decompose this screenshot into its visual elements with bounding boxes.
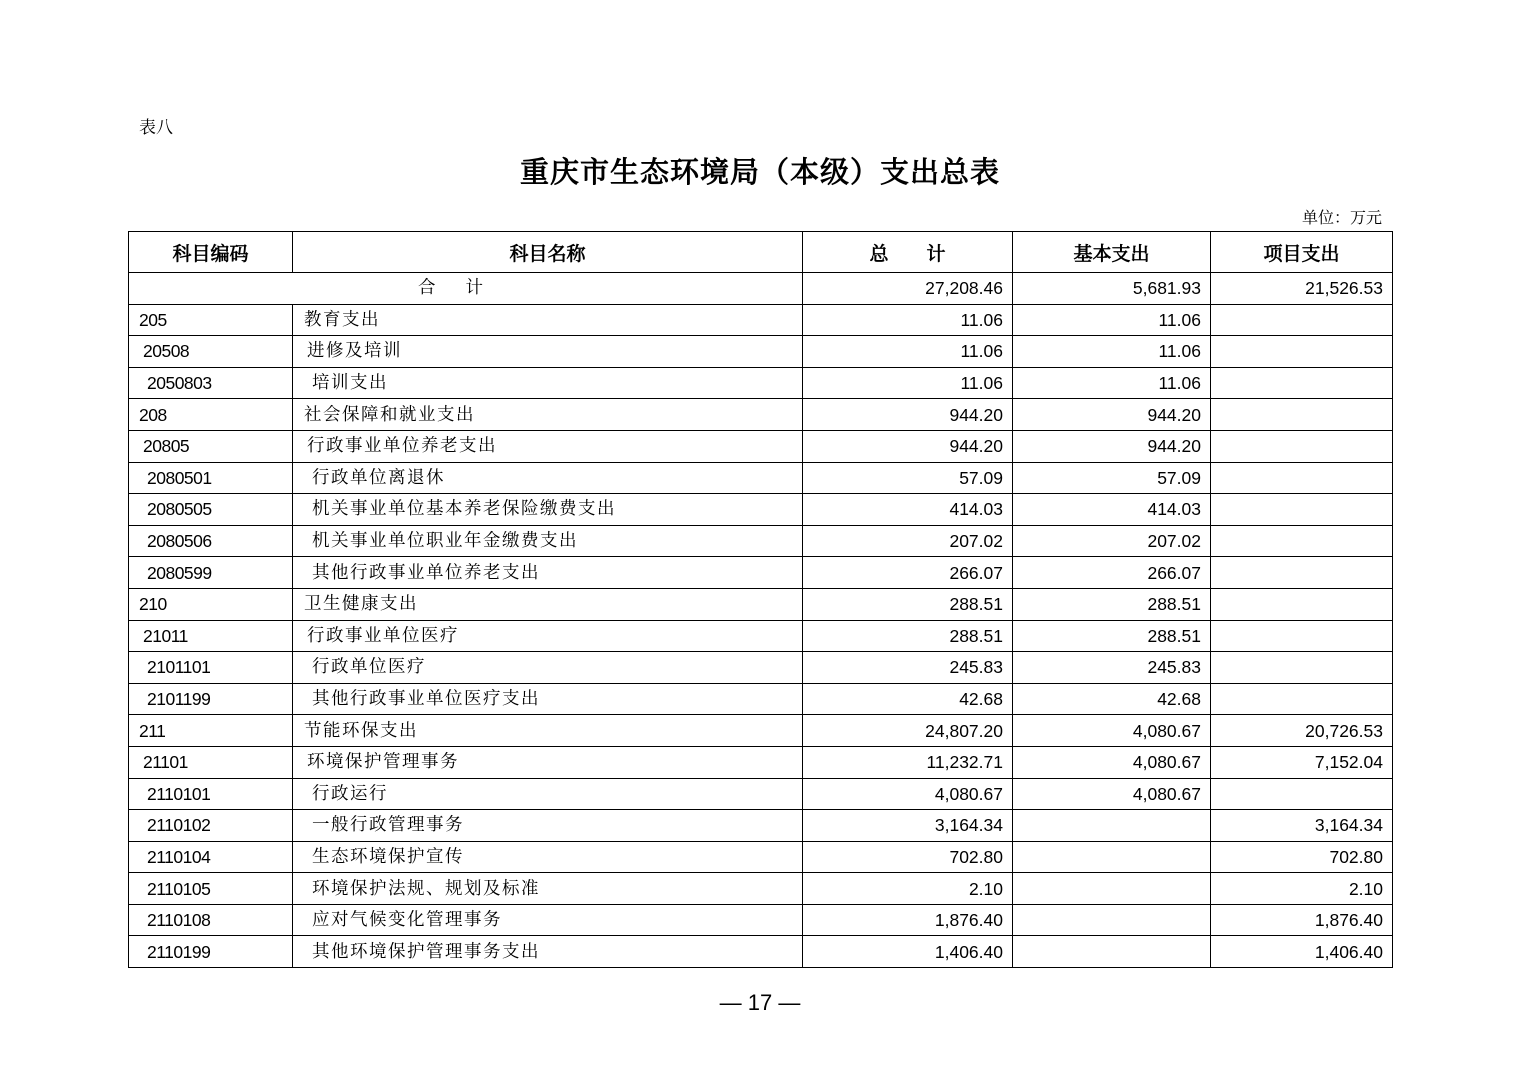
basic-cell — [1013, 810, 1211, 842]
table-row — [129, 430, 1393, 462]
project-cell — [1211, 304, 1393, 336]
page-number: — 17 — — [719, 990, 801, 1015]
code-cell: 2110102 — [129, 810, 293, 842]
name-cell: 节能环保支出 — [293, 715, 803, 747]
table-row — [129, 588, 1393, 620]
table-row — [129, 746, 1393, 778]
code-cell: 210 — [129, 588, 293, 620]
table-row — [129, 462, 1393, 494]
basic-cell: 944.20 — [1013, 430, 1211, 462]
project-cell — [1211, 399, 1393, 431]
table-row — [129, 904, 1393, 936]
total-cell: 1,876.40 — [803, 904, 1013, 936]
header-code: 科目编码 — [129, 232, 293, 273]
table-row — [129, 873, 1393, 905]
code-cell: 2101101 — [129, 652, 293, 684]
code-cell: 2110104 — [129, 841, 293, 873]
total-cell: 11.06 — [803, 304, 1013, 336]
project-cell — [1211, 620, 1393, 652]
table-row — [129, 399, 1393, 431]
header-name: 科目名称 — [293, 232, 803, 273]
total-cell: 944.20 — [803, 430, 1013, 462]
code-cell: 2101199 — [129, 683, 293, 715]
basic-cell: 42.68 — [1013, 683, 1211, 715]
basic-cell: 4,080.67 — [1013, 715, 1211, 747]
total-cell: 24,807.20 — [803, 715, 1013, 747]
code-cell: 2050803 — [129, 367, 293, 399]
table-row — [129, 652, 1393, 684]
project-cell: 20,726.53 — [1211, 715, 1393, 747]
code-cell: 205 — [129, 304, 293, 336]
basic-cell: 288.51 — [1013, 588, 1211, 620]
name-cell: 行政运行 — [293, 778, 803, 810]
header-total: 总 计 — [803, 232, 1013, 273]
header-row — [129, 232, 1393, 273]
code-cell: 208 — [129, 399, 293, 431]
total-cell: 207.02 — [803, 525, 1013, 557]
code-cell: 2110108 — [129, 904, 293, 936]
total-cell: 288.51 — [803, 588, 1013, 620]
project-cell — [1211, 367, 1393, 399]
name-cell: 其他环境保护管理事务支出 — [293, 936, 803, 968]
total-cell: 414.03 — [803, 494, 1013, 526]
project-cell — [1211, 525, 1393, 557]
basic-cell — [1013, 904, 1211, 936]
table-row — [129, 683, 1393, 715]
summary-label: 合计 — [129, 273, 803, 305]
name-cell: 环境保护管理事务 — [293, 746, 803, 778]
total-cell: 4,080.67 — [803, 778, 1013, 810]
code-cell: 20805 — [129, 430, 293, 462]
header-basic: 基本支出 — [1013, 232, 1211, 273]
basic-cell: 288.51 — [1013, 620, 1211, 652]
project-cell — [1211, 494, 1393, 526]
name-cell: 行政事业单位医疗 — [293, 620, 803, 652]
table-row — [129, 936, 1393, 968]
total-cell: 11,232.71 — [803, 746, 1013, 778]
basic-cell: 4,080.67 — [1013, 746, 1211, 778]
basic-cell — [1013, 841, 1211, 873]
total-cell: 11.06 — [803, 336, 1013, 368]
total-cell: 3,164.34 — [803, 810, 1013, 842]
code-cell: 20508 — [129, 336, 293, 368]
basic-cell: 266.07 — [1013, 557, 1211, 589]
total-cell: 1,406.40 — [803, 936, 1013, 968]
name-cell: 卫生健康支出 — [293, 588, 803, 620]
basic-cell: 944.20 — [1013, 399, 1211, 431]
name-cell: 机关事业单位职业年金缴费支出 — [293, 525, 803, 557]
expense-table — [128, 231, 1393, 968]
total-cell: 944.20 — [803, 399, 1013, 431]
total-cell: 266.07 — [803, 557, 1013, 589]
table-row — [129, 336, 1393, 368]
project-cell — [1211, 462, 1393, 494]
name-cell: 行政单位医疗 — [293, 652, 803, 684]
code-cell: 2110199 — [129, 936, 293, 968]
document-title: 重庆市生态环境局（本级）支出总表 — [519, 155, 1000, 189]
project-cell: 702.80 — [1211, 841, 1393, 873]
table-label: 表八 — [139, 118, 173, 138]
table-row — [129, 367, 1393, 399]
summary-total: 27,208.46 — [803, 273, 1013, 305]
name-cell: 环境保护法规、规划及标准 — [293, 873, 803, 905]
project-cell — [1211, 557, 1393, 589]
basic-cell: 11.06 — [1013, 304, 1211, 336]
basic-cell: 4,080.67 — [1013, 778, 1211, 810]
project-cell — [1211, 430, 1393, 462]
name-cell: 进修及培训 — [293, 336, 803, 368]
code-cell: 2080506 — [129, 525, 293, 557]
project-cell: 2.10 — [1211, 873, 1393, 905]
project-cell: 1,876.40 — [1211, 904, 1393, 936]
total-cell: 245.83 — [803, 652, 1013, 684]
code-cell: 2110101 — [129, 778, 293, 810]
project-cell: 1,406.40 — [1211, 936, 1393, 968]
code-cell: 2080501 — [129, 462, 293, 494]
name-cell: 机关事业单位基本养老保险缴费支出 — [293, 494, 803, 526]
basic-cell: 207.02 — [1013, 525, 1211, 557]
project-cell — [1211, 588, 1393, 620]
name-cell: 应对气候变化管理事务 — [293, 904, 803, 936]
project-cell: 3,164.34 — [1211, 810, 1393, 842]
table-row — [129, 841, 1393, 873]
basic-cell: 11.06 — [1013, 367, 1211, 399]
table-row — [129, 620, 1393, 652]
basic-cell: 245.83 — [1013, 652, 1211, 684]
table-row — [129, 810, 1393, 842]
summary-project: 21,526.53 — [1211, 273, 1393, 305]
project-cell — [1211, 683, 1393, 715]
name-cell: 行政单位离退休 — [293, 462, 803, 494]
total-cell: 57.09 — [803, 462, 1013, 494]
name-cell: 其他行政事业单位医疗支出 — [293, 683, 803, 715]
total-cell: 11.06 — [803, 367, 1013, 399]
table-row — [129, 715, 1393, 747]
table-row — [129, 557, 1393, 589]
code-cell: 2080505 — [129, 494, 293, 526]
table-row — [129, 778, 1393, 810]
unit-note: 单位：万元 — [1301, 208, 1382, 227]
name-cell: 教育支出 — [293, 304, 803, 336]
project-cell — [1211, 652, 1393, 684]
total-cell: 702.80 — [803, 841, 1013, 873]
table-row — [129, 494, 1393, 526]
basic-cell: 414.03 — [1013, 494, 1211, 526]
code-cell: 2110105 — [129, 873, 293, 905]
basic-cell — [1013, 936, 1211, 968]
basic-cell: 11.06 — [1013, 336, 1211, 368]
project-cell — [1211, 336, 1393, 368]
code-cell: 21101 — [129, 746, 293, 778]
table-row — [129, 525, 1393, 557]
basic-cell — [1013, 873, 1211, 905]
name-cell: 社会保障和就业支出 — [293, 399, 803, 431]
total-cell: 2.10 — [803, 873, 1013, 905]
name-cell: 其他行政事业单位养老支出 — [293, 557, 803, 589]
name-cell: 一般行政管理事务 — [293, 810, 803, 842]
code-cell: 2080599 — [129, 557, 293, 589]
summary-row — [129, 273, 1393, 305]
code-cell: 211 — [129, 715, 293, 747]
name-cell: 生态环境保护宣传 — [293, 841, 803, 873]
total-cell: 288.51 — [803, 620, 1013, 652]
basic-cell: 57.09 — [1013, 462, 1211, 494]
code-cell: 21011 — [129, 620, 293, 652]
name-cell: 行政事业单位养老支出 — [293, 430, 803, 462]
project-cell — [1211, 778, 1393, 810]
header-project: 项目支出 — [1211, 232, 1393, 273]
summary-basic: 5,681.93 — [1013, 273, 1211, 305]
total-cell: 42.68 — [803, 683, 1013, 715]
project-cell: 7,152.04 — [1211, 746, 1393, 778]
name-cell: 培训支出 — [293, 367, 803, 399]
table-row — [129, 304, 1393, 336]
